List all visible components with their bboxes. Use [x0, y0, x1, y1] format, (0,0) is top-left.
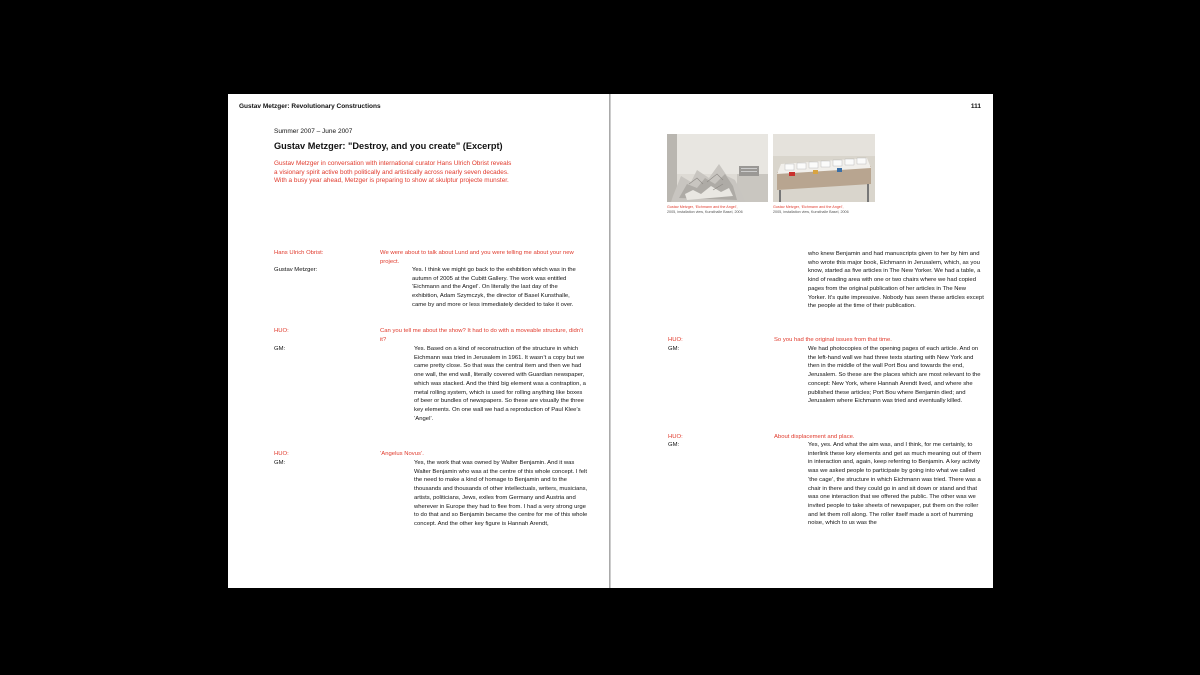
question-text: ‘Angelus Novus’.: [380, 451, 424, 457]
caption-detail: 2005, installation view, Kunsthalle Basel, 2006: [667, 210, 743, 214]
page-number: 111: [970, 103, 981, 110]
image-caption: [773, 205, 849, 215]
speaker-label: GM:: [668, 346, 680, 352]
question-text: So you had the original issues from that time.: [774, 337, 892, 343]
speaker-label: HUO:: [274, 328, 289, 334]
answer-text: Yes. Based on a kind of reconstruction of the structure in which Eichmann was tried in Jerusalem in 1961. It wasn’t a copy but we came pretty close. So that was the central item and then we had one wall, the end wall, literally covered with Guardian newspaper, which was stacked. And the third big element was a contraption, a metal rolling system, which is used for rolling anything like boxes of beer or bundles of newspapers. So these are visually the three key elements. On one wall we had a reproduction of Paul Klee’s ‘Angel’.: [414, 346, 586, 422]
left-page: [228, 94, 609, 588]
caption-detail: 2005, installation view, Kunsthalle Basel, 2006: [773, 210, 849, 214]
question-text: We were about to talk about Lund and you were telling me about your new project.: [380, 250, 574, 265]
answer-text: Yes, yes. And what the aim was, and I think, for me certainly, to interlink these key elements and get as much meaning out of them in interaction and, again, keep referring to Benjamin. A key activity was we asked people to participate by going into what we called ‘the cage’, the structure in which Eichmann was tried. There was a chair in there and they could go in and sit down or stand and that was one interaction that we offered the public. The other was we invited people to take sheets of newspaper, put them on the roller and let them roll along. The roller itself made a sort of humming noise, which to us was the: [808, 442, 982, 527]
question-text: About displacement and place.: [774, 434, 855, 440]
article-intro: Gustav Metzger in conversation with international curator Hans Ulrich Obrist reveals a visionary spirit active both politically and artistically across nearly seven decades. With a busy year ahead, Metzger is preparing to show at skulptur projecte munster.: [274, 160, 512, 184]
speaker-label: HUO:: [668, 337, 683, 343]
speaker-label: HUO:: [274, 451, 289, 457]
answer-text: We had photocopies of the opening pages of each article. And on the left-hand wall we had three texts starting with New York and then in the middle of the wall Port Bou and towards the end, Jerusalem. So these are the places which are most relevant to the concept: New York, where Hannah Arendt lived, and where she published these articles; Port Bou where Benjamin died; and Jerusalem where Eichmann was tried and eventually killed.: [808, 346, 981, 405]
speaker-label: GM:: [274, 460, 286, 466]
speaker-label: GM:: [274, 346, 286, 352]
installation-photo-reading-table: [773, 134, 875, 202]
continuation-text: who knew Benjamin and had manuscripts given to her by him and who wrote this major book, Eichmann in Jerusalem, which, as you know, started as five articles in The New Yorker. We had a table, a kind of reading area with one or two chairs where we had copied pages from the original publication of her articles in The New Yorker. It’s quite impressive. Nobody has seen these articles except the people at the time of their publication.: [808, 251, 984, 310]
article-date: Summer 2007 – June 2007: [274, 128, 353, 135]
newspaper-pile-image: [667, 134, 768, 202]
speaker-label: GM:: [668, 442, 680, 448]
installation-photo-newspapers: [667, 134, 768, 202]
speaker-label: HUO:: [668, 434, 683, 440]
article-title: Gustav Metzger: "Destroy, and you create" (Excerpt): [274, 141, 503, 151]
speaker-label: Hans Ulrich Obrist:: [274, 250, 324, 256]
right-page: [611, 94, 993, 588]
running-header: Gustav Metzger: Revolutionary Constructions: [239, 103, 381, 110]
answer-text: Yes. I think we might go back to the exhibition which was in the autumn of 2005 at the Cubitt Gallery. The work was entitled ‘Eichmann and the Angel’. On literally the last day of the exhibition, Adam Szymczyk, the director of Basel Kunsthalle, came by and more or less immediately decided to take it over.: [412, 267, 576, 308]
caption-title: Gustav Metzger, ‘Eichmann and the Angel’,: [773, 205, 844, 209]
question-text: Can you tell me about the show? It had to do with a moveable structure, didn’t it?: [380, 328, 584, 343]
image-caption: [667, 205, 743, 215]
reading-table-image: [773, 134, 875, 202]
answer-text: Yes, the work that was owned by Walter Benjamin. And it was Walter Benjamin who was at the centre of this whole concept. I felt the need to make a kind of homage to Benjamin and to the thousands and thousands of other intellectuals, writers, musicians, artists, politicians, Jews, exiles from Germany and Austria and wherever in Europe they had to flee from. I had a very strong urge to do that and so Benjamin became the centre for me of this whole concept. And the other key figure is Hannah Arendt,: [414, 460, 588, 527]
speaker-label: Gustav Metzger:: [274, 267, 318, 273]
caption-title: Gustav Metzger, ‘Eichmann and the Angel’,: [667, 205, 738, 209]
